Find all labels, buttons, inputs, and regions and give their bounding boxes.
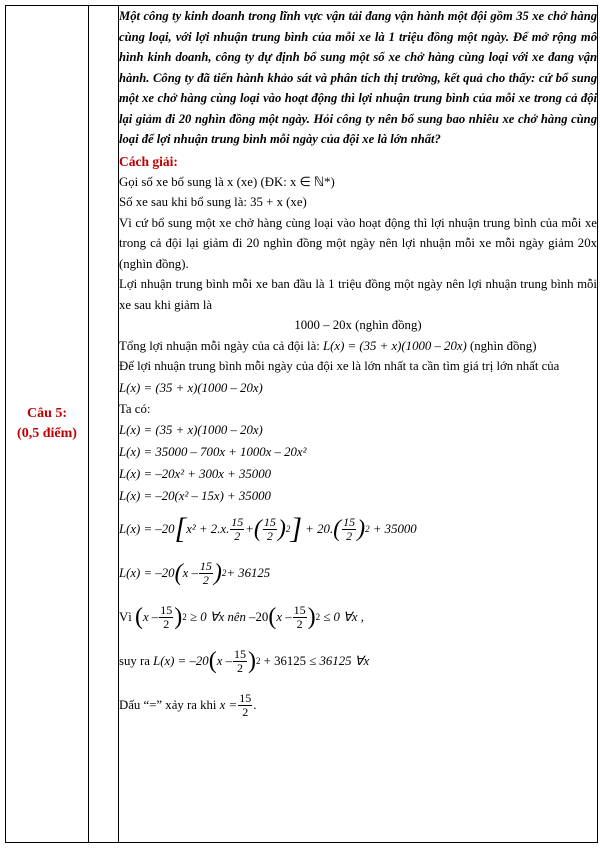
total-profit-text: Tổng lợi nhuận mỗi ngày của cả đội là: [119,338,320,353]
equation-6: L(x) = –20 ( x – $\frac{15}{2}$ ) 2 + 36125 [119,558,271,587]
equation-4: L(x) = –20(x² – 15x) + 35000 [119,489,271,503]
blank-column [89,6,119,843]
equation-1: L(x) = (35 + x)(1000 – 20x) [119,423,263,437]
ta-co-label: Ta có: [119,401,151,416]
problem-statement: Một công ty kinh doanh trong lĩnh vực vận tải đang vận hành một đội gồm 35 xe chở hàng cùng loại, với lợi nhuận trung bình của mỗi xe là 1 triệu đồng một ngày. Để mở rộng mô hình kinh doanh, công ty dự định bổ sung một số xe chở hàng cùng loại với xe đang vận hành. Công ty đã tiến hành khảo sát và phân tích thị trường, kết quả cho thấy: cứ bổ sung một xe chở hàng cùng loại vào hoạt động thì lợi nhuận trung bình của mỗi xe trong cả đội lại giảm đi 20 nghìn đồng một ngày. Hỏi công ty nên bổ sung bao nhiêu xe chở hàng cùng loại để lợi nhuận trung bình mỗi ngày của đội xe là lớn nhất? [119,9,597,146]
solution-line-4: Lợi nhuận trung bình mỗi xe ban đầu là 1 triệu đồng một ngày nên lợi nhuận trung bình mỗi xe sau khi giảm là [119,277,597,312]
equation-2: L(x) = 35000 – 700x + 1000x – 20x² [119,445,307,459]
solution-line-5: 1000 – 20x (nghìn đồng) [294,318,422,332]
conclusion-line: suy ra L(x) = –20 ( x – $\frac{15}{2}$ ) 2 + 36125 ≤ 36125 ∀x [119,646,370,675]
solution-line-3: Vì cứ bổ sung một xe chở hàng cùng loại vào hoạt động thì lợi nhuận trung bình của mỗi xe trong cả đội lại giảm đi 20 nghìn đồng một ngày nên lợi nhuận mỗi xe mỗi ngày giảm 20x (nghìn đồng). [119,215,597,271]
solution-line-7: Để lợi nhuận trung bình mỗi ngày của đội xe là lớn nhất ta cần tìm giá trị lớn nhất của [119,359,560,373]
content-cell [119,6,598,843]
answer-table [5,5,598,843]
solution-line-6 [119,336,597,357]
question-points: (0,5 điểm) [17,426,77,441]
solution-line-2: Số xe sau khi bổ sung là: 35 + x (xe) [119,195,307,209]
total-profit-formula: L(x) = (35 + x)(1000 – 20x) [323,338,467,353]
question-label-cell [6,6,89,843]
total-profit-unit: (nghìn đồng) [470,338,537,353]
solution-heading: Cách giải: [119,153,178,169]
question-number: Câu 5: [26,406,68,421]
objective-formula: L(x) = (35 + x)(1000 – 20x) [119,380,263,395]
solution-line-1: Gọi số xe bổ sung là x (xe) (ĐK: x ∈ ℕ*) [119,174,335,189]
equation-5: L(x) = –20 [ x² + 2.x. $\frac{15}{2}$ + ( $\frac{15}{2}$ ) 2 ] + 20. ( $\frac{15}{2}$ ) 2 + 35000 [119,512,417,545]
inequality-line: Vì ( x – $\frac{15}{2}$ ) 2 ≥ 0 ∀x nên –20 ( x – $\frac{15}{2}$ ) 2 ≤ 0 ∀x , [119,602,364,631]
equality-condition: Dấu “=” xảy ra khi x = $\frac{15}{2}$ . [119,690,257,719]
equation-3: L(x) = –20x² + 300x + 35000 [119,467,272,481]
